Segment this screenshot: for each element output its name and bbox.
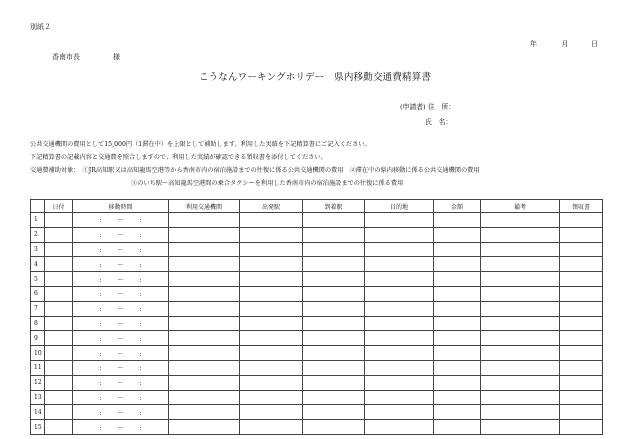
- time-cell[interactable]: [73, 346, 169, 361]
- date-cell[interactable]: [45, 272, 73, 287]
- table-row: [31, 375, 603, 390]
- row-number: 13: [31, 390, 45, 405]
- time-colon-end: :: [139, 246, 142, 254]
- arrival-cell[interactable]: [303, 242, 365, 257]
- arrival-cell[interactable]: [303, 286, 365, 301]
- destination-cell[interactable]: [365, 375, 434, 390]
- remarks-cell[interactable]: [481, 375, 560, 390]
- departure-cell[interactable]: [240, 360, 303, 375]
- departure-cell[interactable]: [240, 301, 303, 316]
- table-row: [31, 360, 603, 375]
- time-tilde: 〜: [117, 394, 124, 402]
- note-line-2: 下記精算書の記載内容と交通費を照合しますので、利用した実績が確認できる領収書を添付してください。: [30, 154, 327, 161]
- table-row: [31, 390, 603, 405]
- document-label: 別紙２: [30, 23, 51, 31]
- arrival-cell[interactable]: [303, 272, 365, 287]
- page-title: こうなんワーキングホリデー 県内移動交通費精算書: [198, 72, 432, 83]
- destination-cell[interactable]: [365, 390, 434, 405]
- remarks-cell[interactable]: [481, 286, 560, 301]
- applicant-prefix: (申請者): [400, 103, 426, 111]
- time-tilde: 〜: [117, 291, 124, 299]
- time-colon-end: :: [139, 365, 142, 373]
- date-cell[interactable]: [45, 405, 73, 420]
- note-line-1: 公共交通機関の費用として15,000円（1滞在中）を上限として補助します。利用した実績を下記精算書にご記入ください。: [30, 141, 371, 148]
- receipt-cell[interactable]: [560, 420, 603, 435]
- row-number: 1: [31, 213, 45, 228]
- time-cell[interactable]: [73, 420, 169, 435]
- transport-cell[interactable]: [169, 346, 240, 361]
- time-tilde: 〜: [117, 409, 124, 417]
- time-colon-start: :: [99, 232, 102, 240]
- transport-cell[interactable]: [169, 227, 240, 242]
- receipt-cell[interactable]: [560, 286, 603, 301]
- departure-cell[interactable]: [240, 257, 303, 272]
- time-tilde: 〜: [117, 306, 124, 314]
- header-remarks: 備考: [481, 200, 560, 213]
- time-colon-end: :: [139, 217, 142, 225]
- time-colon-end: :: [139, 232, 142, 240]
- table-row: [31, 420, 603, 435]
- remarks-cell[interactable]: [481, 420, 560, 435]
- amount-cell[interactable]: [434, 272, 481, 287]
- destination-cell[interactable]: [365, 346, 434, 361]
- transport-cell[interactable]: [169, 405, 240, 420]
- receipt-cell[interactable]: [560, 257, 603, 272]
- arrival-cell[interactable]: [303, 420, 365, 435]
- amount-cell[interactable]: [434, 390, 481, 405]
- date-cell[interactable]: [45, 346, 73, 361]
- receipt-cell[interactable]: [560, 360, 603, 375]
- remarks-cell[interactable]: [481, 405, 560, 420]
- time-colon-start: :: [99, 246, 102, 254]
- departure-cell[interactable]: [240, 213, 303, 228]
- table-row: [31, 301, 603, 316]
- transport-cell[interactable]: [169, 316, 240, 331]
- destination-cell[interactable]: [365, 331, 434, 346]
- destination-cell[interactable]: [365, 242, 434, 257]
- receipt-cell[interactable]: [560, 346, 603, 361]
- transport-cell[interactable]: [169, 286, 240, 301]
- receipt-cell[interactable]: [560, 375, 603, 390]
- time-cell[interactable]: [73, 227, 169, 242]
- time-tilde: 〜: [117, 246, 124, 254]
- departure-cell[interactable]: [240, 316, 303, 331]
- row-number: 3: [31, 242, 45, 257]
- amount-cell[interactable]: [434, 375, 481, 390]
- amount-cell[interactable]: [434, 346, 481, 361]
- row-number: 9: [31, 331, 45, 346]
- table-row: [31, 405, 603, 420]
- departure-cell[interactable]: [240, 331, 303, 346]
- address-label: 住 所：: [427, 103, 456, 111]
- arrival-cell[interactable]: [303, 405, 365, 420]
- date-cell[interactable]: [45, 331, 73, 346]
- row-number: 5: [31, 272, 45, 287]
- departure-cell[interactable]: [240, 346, 303, 361]
- destination-cell[interactable]: [365, 227, 434, 242]
- time-colon-end: :: [139, 320, 142, 328]
- time-cell[interactable]: [73, 316, 169, 331]
- amount-cell[interactable]: [434, 242, 481, 257]
- year-label: 年: [530, 40, 537, 48]
- time-colon-start: :: [99, 320, 102, 328]
- receipt-cell[interactable]: [560, 272, 603, 287]
- time-colon-start: :: [99, 335, 102, 343]
- time-tilde: 〜: [117, 217, 124, 225]
- transport-cell[interactable]: [169, 213, 240, 228]
- destination-cell[interactable]: [365, 301, 434, 316]
- arrival-cell[interactable]: [303, 316, 365, 331]
- time-tilde: 〜: [117, 232, 124, 240]
- date-cell[interactable]: [45, 286, 73, 301]
- transport-cell[interactable]: [169, 375, 240, 390]
- receipt-cell[interactable]: [560, 331, 603, 346]
- remarks-cell[interactable]: [481, 257, 560, 272]
- time-colon-end: :: [139, 409, 142, 417]
- time-cell[interactable]: [73, 390, 169, 405]
- time-colon-end: :: [139, 394, 142, 402]
- time-colon-start: :: [99, 306, 102, 314]
- amount-cell[interactable]: [434, 316, 481, 331]
- arrival-cell[interactable]: [303, 227, 365, 242]
- arrival-cell[interactable]: [303, 375, 365, 390]
- receipt-cell[interactable]: [560, 242, 603, 257]
- amount-cell[interactable]: [434, 286, 481, 301]
- time-colon-end: :: [139, 276, 142, 284]
- time-tilde: 〜: [117, 424, 124, 432]
- header-receipt: 領収書: [560, 200, 603, 213]
- remarks-cell[interactable]: [481, 331, 560, 346]
- row-number: 11: [31, 360, 45, 375]
- remarks-cell[interactable]: [481, 346, 560, 361]
- time-tilde: 〜: [117, 276, 124, 284]
- time-tilde: 〜: [117, 261, 124, 269]
- amount-cell[interactable]: [434, 301, 481, 316]
- arrival-cell[interactable]: [303, 360, 365, 375]
- destination-cell[interactable]: [365, 257, 434, 272]
- time-cell[interactable]: [73, 272, 169, 287]
- transport-cell[interactable]: [169, 272, 240, 287]
- header-departure: 出発駅: [240, 200, 303, 213]
- amount-cell[interactable]: [434, 405, 481, 420]
- destination-cell[interactable]: [365, 286, 434, 301]
- destination-cell[interactable]: [365, 316, 434, 331]
- applicant-block: [400, 100, 455, 130]
- time-cell[interactable]: [73, 242, 169, 257]
- month-label: 月: [561, 40, 569, 48]
- receipt-cell[interactable]: [560, 227, 603, 242]
- arrival-cell[interactable]: [303, 390, 365, 405]
- time-colon-end: :: [139, 380, 142, 388]
- time-tilde: 〜: [117, 335, 124, 343]
- transport-cell[interactable]: [169, 390, 240, 405]
- time-tilde: 〜: [117, 380, 124, 388]
- destination-cell[interactable]: [365, 272, 434, 287]
- time-cell[interactable]: [73, 331, 169, 346]
- row-number: 7: [31, 301, 45, 316]
- time-tilde: 〜: [117, 320, 124, 328]
- table-row: [31, 286, 603, 301]
- row-number: 15: [31, 420, 45, 435]
- addressee: [52, 52, 120, 62]
- time-cell[interactable]: [73, 213, 169, 228]
- arrival-cell[interactable]: [303, 331, 365, 346]
- receipt-cell[interactable]: [560, 316, 603, 331]
- time-colon-end: :: [139, 335, 142, 343]
- transport-cell[interactable]: [169, 301, 240, 316]
- departure-cell[interactable]: [240, 272, 303, 287]
- time-colon-start: :: [99, 291, 102, 299]
- time-colon-start: :: [99, 217, 102, 225]
- time-cell[interactable]: [73, 375, 169, 390]
- departure-cell[interactable]: [240, 286, 303, 301]
- date-cell[interactable]: [45, 360, 73, 375]
- time-colon-start: :: [99, 261, 102, 269]
- departure-cell[interactable]: [240, 227, 303, 242]
- remarks-cell[interactable]: [481, 360, 560, 375]
- amount-cell[interactable]: [434, 213, 481, 228]
- transport-cell[interactable]: [169, 242, 240, 257]
- table-row: [31, 227, 603, 242]
- row-number: 6: [31, 286, 45, 301]
- row-number: 10: [31, 346, 45, 361]
- time-colon-start: :: [99, 380, 102, 388]
- departure-cell[interactable]: [240, 420, 303, 435]
- time-colon-start: :: [99, 424, 102, 432]
- row-number: 4: [31, 257, 45, 272]
- time-cell[interactable]: [73, 301, 169, 316]
- note-line-4: ③のいち駅～高知龍馬空港間の乗合タクシーを利用した香南市内の宿泊施設までの往復に係る費用: [131, 180, 404, 187]
- time-colon-end: :: [139, 291, 142, 299]
- row-number: 2: [31, 227, 45, 242]
- header-arrival: 到着駅: [303, 200, 365, 213]
- table-row: [31, 272, 603, 287]
- table-row: [31, 331, 603, 346]
- day-label: 日: [590, 40, 598, 48]
- remarks-cell[interactable]: [481, 301, 560, 316]
- receipt-cell[interactable]: [560, 405, 603, 420]
- departure-cell[interactable]: [240, 242, 303, 257]
- row-number: 14: [31, 405, 45, 420]
- notes: [30, 138, 480, 190]
- time-tilde: 〜: [117, 350, 124, 358]
- receipt-cell[interactable]: [560, 301, 603, 316]
- transport-cell[interactable]: [169, 257, 240, 272]
- destination-cell[interactable]: [365, 360, 434, 375]
- transport-cell[interactable]: [169, 420, 240, 435]
- time-colon-end: :: [139, 261, 142, 269]
- date-cell[interactable]: [45, 242, 73, 257]
- amount-cell[interactable]: [434, 227, 481, 242]
- name-label: 氏 名：: [425, 118, 453, 126]
- date-cell[interactable]: [45, 257, 73, 272]
- remarks-cell[interactable]: [481, 390, 560, 405]
- header-transport: 利用交通機関: [169, 200, 240, 213]
- header-amount: 金額: [434, 200, 481, 213]
- departure-cell[interactable]: [240, 405, 303, 420]
- departure-cell[interactable]: [240, 375, 303, 390]
- arrival-cell[interactable]: [303, 346, 365, 361]
- addressee-name: 香南市長: [52, 53, 80, 61]
- time-colon-start: :: [99, 276, 102, 284]
- amount-cell[interactable]: [434, 257, 481, 272]
- time-colon-start: :: [99, 409, 102, 417]
- expense-table: [30, 199, 603, 435]
- addressee-honorific: 様: [113, 53, 120, 61]
- date-cell[interactable]: [45, 227, 73, 242]
- receipt-cell[interactable]: [560, 213, 603, 228]
- date-cell[interactable]: [45, 213, 73, 228]
- date-cell[interactable]: [45, 375, 73, 390]
- header-number: [31, 200, 45, 213]
- arrival-cell[interactable]: [303, 213, 365, 228]
- row-number: 12: [31, 375, 45, 390]
- date-cell[interactable]: [45, 420, 73, 435]
- amount-cell[interactable]: [434, 420, 481, 435]
- destination-cell[interactable]: [365, 420, 434, 435]
- destination-cell[interactable]: [365, 405, 434, 420]
- arrival-cell[interactable]: [303, 301, 365, 316]
- date-cell[interactable]: [45, 301, 73, 316]
- table-row: [31, 213, 603, 228]
- remarks-cell[interactable]: [481, 242, 560, 257]
- time-tilde: 〜: [117, 365, 124, 373]
- date-cell[interactable]: [45, 390, 73, 405]
- time-cell[interactable]: [73, 405, 169, 420]
- remarks-cell[interactable]: [481, 272, 560, 287]
- receipt-cell[interactable]: [560, 390, 603, 405]
- header-time: 移動時間: [73, 200, 169, 213]
- amount-cell[interactable]: [434, 360, 481, 375]
- time-colon-start: :: [99, 365, 102, 373]
- destination-cell[interactable]: [365, 213, 434, 228]
- header-destination: 目的地: [365, 200, 434, 213]
- time-colon-end: :: [139, 350, 142, 358]
- row-number: 8: [31, 316, 45, 331]
- remarks-cell[interactable]: [481, 213, 560, 228]
- time-colon-start: :: [99, 350, 102, 358]
- transport-cell[interactable]: [169, 360, 240, 375]
- departure-cell[interactable]: [240, 390, 303, 405]
- time-cell[interactable]: [73, 360, 169, 375]
- time-colon-end: :: [139, 424, 142, 432]
- table-row: [31, 242, 603, 257]
- table-row: [31, 257, 603, 272]
- time-colon-start: :: [99, 394, 102, 402]
- date-line: [530, 39, 598, 49]
- table-header-row: [31, 200, 603, 213]
- date-cell[interactable]: [45, 316, 73, 331]
- table-row: [31, 346, 603, 361]
- time-colon-end: :: [139, 306, 142, 314]
- time-cell[interactable]: [73, 286, 169, 301]
- remarks-cell[interactable]: [481, 316, 560, 331]
- transport-cell[interactable]: [169, 331, 240, 346]
- arrival-cell[interactable]: [303, 257, 365, 272]
- header-date: 日付: [45, 200, 73, 213]
- remarks-cell[interactable]: [481, 227, 560, 242]
- table-row: [31, 316, 603, 331]
- amount-cell[interactable]: [434, 331, 481, 346]
- time-cell[interactable]: [73, 257, 169, 272]
- note-line-3: 交通費補助対象： ①JR高知駅又は高知龍馬空港等から香南市内の宿泊施設までの往復に係る公共交通機関の費用 ②滞在中の県内移動に係る公共交通機関の費用: [30, 167, 480, 174]
